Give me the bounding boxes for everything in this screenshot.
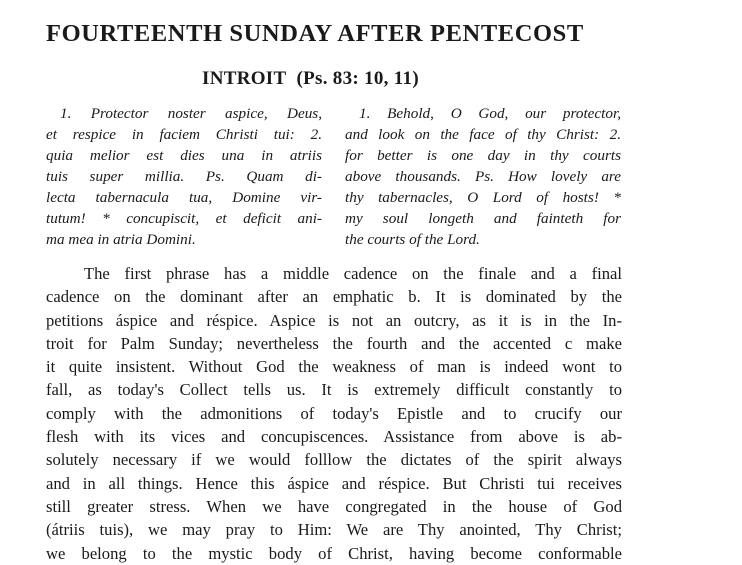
commentary-line: flesh with its vices and concupiscences. Assistance from above is ab- — [46, 427, 622, 447]
commentary-line: solutely necessary if we would folllow the dictates of the spirit always — [46, 450, 622, 470]
english-text-column — [345, 103, 621, 250]
english-line: my soul longeth and fainteth for — [345, 210, 621, 227]
english-line: above thousands. Ps. How lovely are — [345, 168, 621, 185]
commentary-line: cadence on the dominant after an emphatic b. It is dominated by the — [46, 287, 622, 307]
english-line: and look on the face of thy Christ: 2. — [345, 126, 621, 143]
section-heading — [202, 68, 502, 90]
commentary-line: it quite insistent. Without God the weakness of man is indeed wont to — [46, 357, 622, 377]
commentary-line: comply with the admonitions of today's Epistle and to crucify our — [46, 403, 622, 423]
commentary-line: we belong to the mystic body of Christ, having become conformable — [46, 543, 622, 563]
commentary-line: troit for Palm Sunday; nevertheless the fourth and the accented c make — [46, 333, 622, 353]
commentary-line: and in all things. Hence this áspice and réspice. But Christi tui receives — [46, 473, 622, 493]
commentary-line: (átriis tuis), we may pray to Him: We are Thy anointed, Thy Christ; — [46, 520, 622, 540]
latin-line: et respice in faciem Christi tui: 2. — [46, 126, 322, 143]
latin-line: tutum! * concupiscit, et deficit ani- — [46, 210, 322, 227]
page-title: FOURTEENTH SUNDAY AFTER PENTECOST — [46, 20, 584, 47]
commentary-paragraph — [46, 262, 622, 565]
commentary-line: petitions áspice and réspice. Aspice is not an outcry, as it is in the In- — [46, 310, 622, 330]
latin-line: ma mea in atria Domini. — [46, 231, 196, 248]
commentary-line: fall, as today's Collect tells us. It is extremely difficult constantly to — [46, 380, 622, 400]
psalm-reference: (Ps. 83: 10, 11) — [296, 68, 419, 89]
section-label: INTROIT — [202, 68, 287, 89]
latin-text-column — [46, 103, 322, 250]
english-line: the courts of the Lord. — [345, 231, 480, 248]
latin-line: 1. Protector noster aspice, Deus, — [60, 105, 322, 122]
commentary-line: The first phrase has a middle cadence on the finale and a final — [84, 264, 622, 283]
english-line: for better is one day in thy courts — [345, 147, 621, 164]
english-line: thy tabernacles, O Lord of hosts! * — [345, 189, 621, 206]
commentary-line: still greater stress. When we have congregated in the house of God — [46, 496, 622, 516]
latin-line: quia melior est dies una in atriis — [46, 147, 322, 164]
english-line: 1. Behold, O God, our protector, — [359, 105, 621, 122]
latin-line: lecta tabernacula tua, Domine vir- — [46, 189, 322, 206]
latin-line: tuis super millia. Ps. Quam di- — [46, 168, 322, 185]
